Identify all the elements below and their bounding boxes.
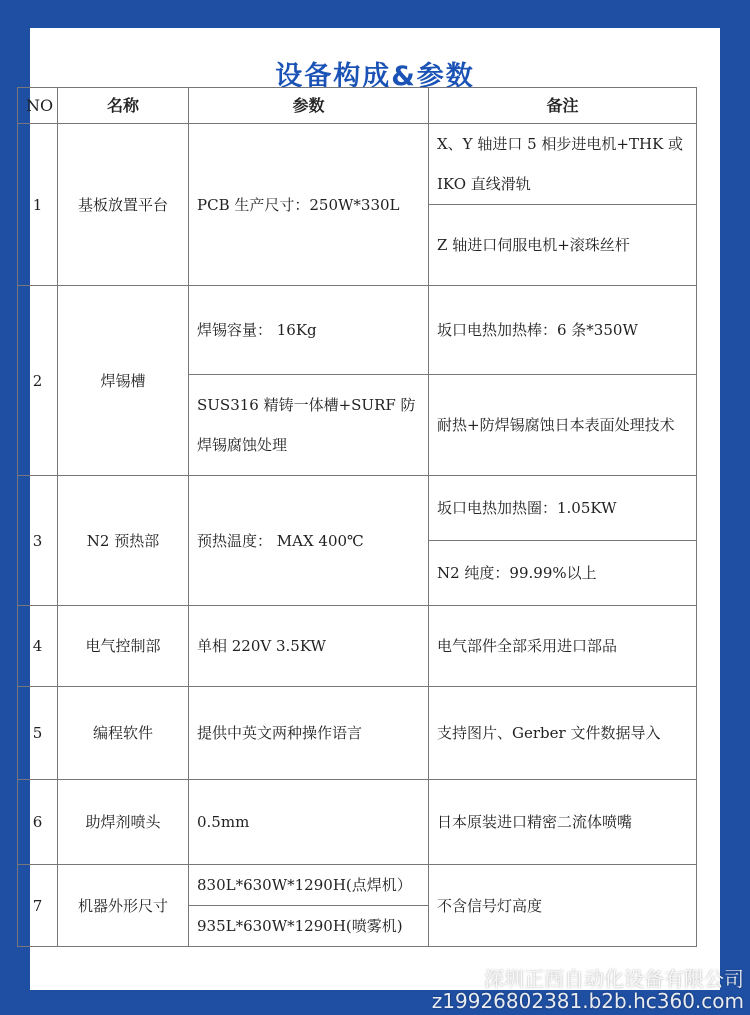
row-note: N2 纯度：99.99%以上 <box>429 541 697 606</box>
row-param: 830L*630W*1290H(点焊机） <box>189 865 429 906</box>
row-name: N2 预热部 <box>58 476 189 606</box>
table-row <box>18 286 697 375</box>
row-no: 2 <box>18 286 58 476</box>
row-name: 机器外形尺寸 <box>58 865 189 947</box>
row-param: 预热温度： MAX 400℃ <box>189 476 429 606</box>
spec-table <box>17 87 697 947</box>
row-no: 4 <box>18 606 58 687</box>
row-name: 电气控制部 <box>58 606 189 687</box>
table-header-row <box>18 88 697 124</box>
row-no: 3 <box>18 476 58 606</box>
row-name: 编程软件 <box>58 687 189 780</box>
header-param: 参数 <box>189 88 429 124</box>
company-name: 深圳正西自动化设备有限公司 <box>484 967 744 991</box>
row-param: 提供中英文两种操作语言 <box>189 687 429 780</box>
row-note: 日本原装进口精密二流体喷嘴 <box>429 780 697 865</box>
page-title: 设备构成&参数 <box>275 61 475 92</box>
row-note: 电气部件全部采用进口部品 <box>429 606 697 687</box>
header-name: 名称 <box>58 88 189 124</box>
table-row <box>18 606 697 687</box>
row-no: 1 <box>18 124 58 286</box>
row-name: 焊锡槽 <box>58 286 189 476</box>
row-no: 6 <box>18 780 58 865</box>
row-no: 5 <box>18 687 58 780</box>
header-note: 备注 <box>429 88 697 124</box>
table-row <box>18 687 697 780</box>
row-no: 7 <box>18 865 58 947</box>
table-row <box>18 476 697 541</box>
row-name: 基板放置平台 <box>58 124 189 286</box>
watermark-footer <box>432 968 744 1012</box>
row-note: 支持图片、Gerber 文件数据导入 <box>429 687 697 780</box>
row-param: 单相 220V 3.5KW <box>189 606 429 687</box>
header-no: NO <box>18 88 58 124</box>
row-name: 助焊剂喷头 <box>58 780 189 865</box>
row-param: SUS316 精铸一体槽+SURF 防焊锡腐蚀处理 <box>189 375 429 476</box>
row-param: 935L*630W*1290H(喷雾机) <box>189 906 429 947</box>
row-note: 不含信号灯高度 <box>429 865 697 947</box>
row-note: 坂口电热加热圈：1.05KW <box>429 476 697 541</box>
table-row <box>18 124 697 205</box>
table-row <box>18 865 697 906</box>
table-row <box>18 780 697 865</box>
row-note: X、Y 轴进口 5 相步进电机+THK 或 IKO 直线滑轨 <box>429 124 697 205</box>
row-note: Z 轴进口伺服电机+滚珠丝杆 <box>429 205 697 286</box>
row-note: 坂口电热加热棒：6 条*350W <box>429 286 697 375</box>
site-url: z19926802381.b2b.hc360.com <box>431 989 744 1013</box>
row-note: 耐热+防焊锡腐蚀日本表面处理技术 <box>429 375 697 476</box>
row-param: PCB 生产尺寸：250W*330L <box>189 124 429 286</box>
row-param: 焊锡容量： 16Kg <box>189 286 429 375</box>
row-param: 0.5mm <box>189 780 429 865</box>
